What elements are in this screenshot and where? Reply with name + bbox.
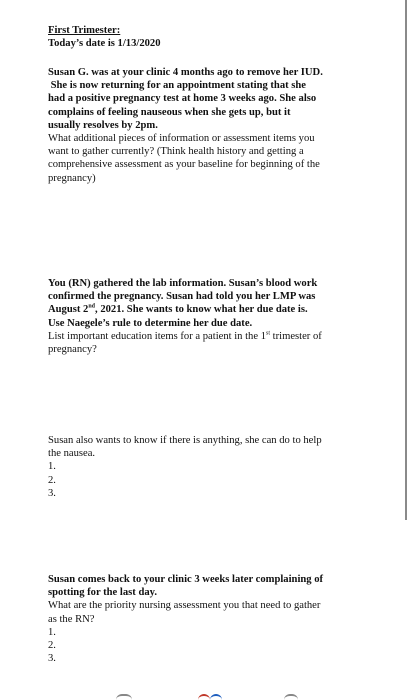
scenario-line: confirmed the pregnancy. Susan had told you her LMP was <box>48 291 316 303</box>
cropped-icon <box>116 694 132 700</box>
ordinal-suffix: nd <box>88 303 96 310</box>
question-part: trimester of <box>270 330 322 342</box>
question-line: want to gather currently? (Think health history and getting a <box>48 146 304 158</box>
date-line: Today’s date is 1/13/2020 <box>48 38 161 50</box>
lmp-date-rest: , 2021. She wants to know what her due date is. <box>95 304 308 316</box>
question-line: Susan also wants to know if there is anything, she can do to help <box>48 435 322 446</box>
cropped-icon <box>284 694 298 700</box>
question-line: as the RN? <box>48 613 95 625</box>
scenario-line: Susan comes back to your clinic 3 weeks later complaining of <box>48 574 324 585</box>
numbered-list <box>48 626 366 666</box>
section-lab-results <box>48 277 366 356</box>
question-line: What are the priority nursing assessment you that need to gather <box>48 600 321 612</box>
section-spotting <box>48 573 366 665</box>
question-text <box>48 132 366 185</box>
list-item: 2. <box>48 640 56 651</box>
lmp-date-text: August 2 <box>48 304 89 316</box>
scenario-line: complains of feeling nauseous when she gets up, but it <box>48 106 291 118</box>
numbered-list <box>48 460 366 500</box>
scenario-text <box>48 573 366 599</box>
scenario-text <box>48 66 366 132</box>
question-line: comprehensive assessment as your baseline for beginning of the <box>48 159 320 171</box>
ordinal-suffix: st <box>266 330 271 337</box>
page-title: First Trimester: <box>48 25 121 36</box>
scenario-text <box>48 277 366 330</box>
document-header <box>48 24 366 50</box>
section-nausea <box>48 434 366 500</box>
list-item: 3. <box>48 653 56 665</box>
scenario-line: spotting for the last day. <box>48 587 157 599</box>
question-text <box>48 434 366 460</box>
list-item: 1. <box>48 461 56 473</box>
cropped-icon <box>198 694 210 700</box>
list-item: 2. <box>48 474 56 486</box>
scenario-line: had a positive pregnancy test at home 3 weeks ago. She also <box>48 93 317 105</box>
scenario-line: You (RN) gathered the lab information. Susan’s blood work <box>48 278 318 289</box>
question-text <box>48 330 366 356</box>
list-item: 3. <box>48 487 56 499</box>
question-text <box>48 599 366 625</box>
scenario-line: She is now returning for an appointment stating that she <box>48 80 307 92</box>
scenario-line: Susan G. was at your clinic 4 months ago to remove her IUD. <box>48 67 323 78</box>
question-line <box>48 330 366 343</box>
cropped-icon <box>210 694 222 700</box>
scenario-line <box>48 303 366 316</box>
question-line: pregnancy) <box>48 172 96 184</box>
scenario-line: usually resolves by 2pm. <box>48 119 158 131</box>
question-line: What additional pieces of information or assessment items you <box>48 133 315 145</box>
cropped-toolbar <box>0 690 407 700</box>
list-item: 1. <box>48 626 56 638</box>
scenario-line: Use Naegele’s rule to determine her due date. <box>48 317 253 329</box>
question-part: List important education items for a patient in the 1 <box>48 330 266 342</box>
section-initial-visit <box>48 66 366 185</box>
question-line: the nausea. <box>48 448 96 460</box>
question-line: pregnancy? <box>48 344 97 356</box>
